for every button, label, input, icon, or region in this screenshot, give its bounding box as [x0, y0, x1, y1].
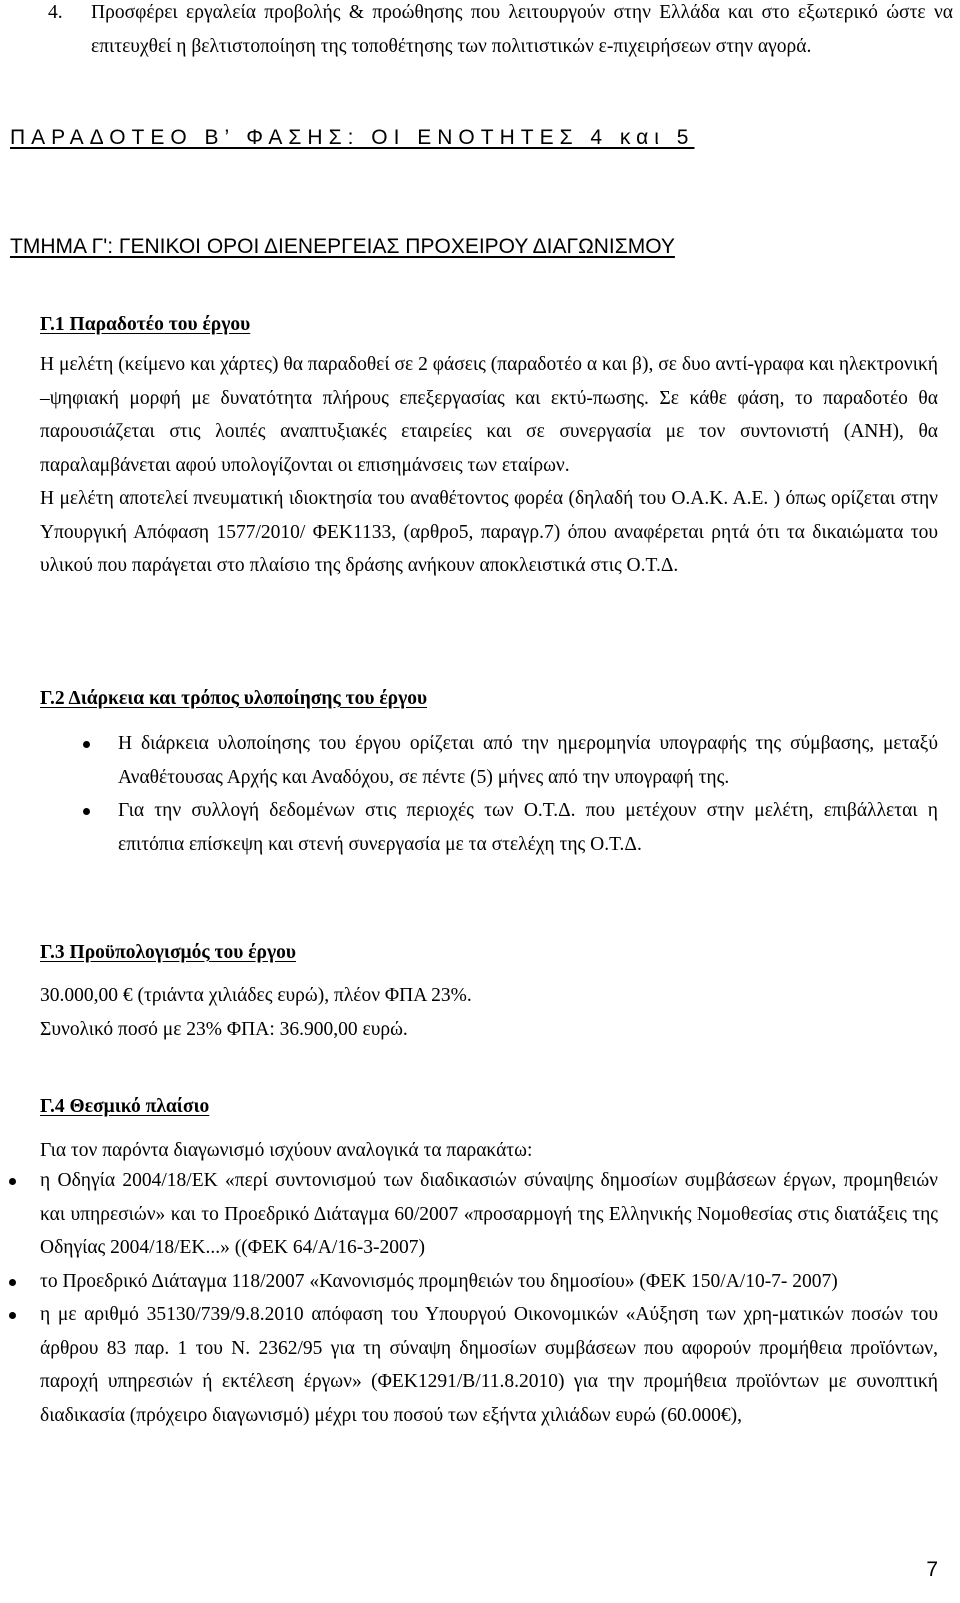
section-title: ΤΜΗΜΑ Γ': ΓΕΝΙΚΟΙ ΟΡΟΙ ΔΙΕΝΕΡΓΕΙΑΣ ΠΡΟΧΕΙΡΟΥ ΔΙΑΓΩΝΙΣΜΟΥ: [10, 235, 675, 258]
numbered-item-4: [48, 0, 953, 63]
list-item: το Προεδρικό Διάταγμα 118/2007 «Κανονισμός προμηθειών του δημοσίου» (ΦΕΚ 150/Α/10-7- 2007): [40, 1265, 938, 1299]
page-number: 7: [926, 1558, 938, 1581]
list-item: Για την συλλογή δεδομένων στις περιοχές των Ο.Τ.Δ. που μετέχουν στην μελέτη, επιβάλλεται η επιτόπια επίσκεψη και στενή συνεργασία με τα στελέχη της Ο.Τ.Δ.: [118, 794, 938, 861]
bullet-icon: [9, 1279, 16, 1286]
g2-bullet-list: [118, 727, 938, 861]
g4-intro: Για τον παρόντα διαγωνισμό ισχύουν αναλογικά τα παρακάτω:: [40, 1140, 533, 1161]
bullet-icon: [83, 808, 90, 815]
item-text: Προσφέρει εργαλεία προβολής & προώθησης που λειτουργούν στην Ελλάδα και στο εξωτερικό ώστε να επιτευχθεί η βελτιστοποίηση της τοποθέτησης των πολιτιστικών ε-πιχειρήσεων στην αγορά.: [91, 2, 953, 57]
bullet-icon: [83, 741, 90, 748]
g1-body: [40, 348, 938, 583]
heading-g2: Γ.2 Διάρκεια και τρόπος υλοποίησης του έργου: [40, 688, 428, 709]
bullet-icon: [9, 1312, 16, 1319]
budget-line-1: 30.000,00 € (τριάντα χιλιάδες ευρώ), πλέον ΦΠΑ 23%.: [40, 985, 472, 1006]
list-item: Η διάρκεια υλοποίησης του έργου ορίζεται από την ημερομηνία υπογραφής της σύμβασης, μεταξύ Αναθέτουσας Αρχής και Αναδόχου, σε πέντε (5) μήνες από την υπογραφή της.: [118, 727, 938, 794]
list-item: η Οδηγία 2004/18/ΕΚ «περί συντονισμού των διαδικασιών σύναψης δημοσίων συμβάσεων έργων, προμηθειών και υπηρεσιών» και το Προεδρικό Διάταγμα 60/2007 «προσαρμογή της Ελληνικής Νομοθεσίας στις διατάξεις της Οδηγίας 2004/18/ΕΚ...» ((ΦΕΚ 64/Α/16-3-2007): [40, 1164, 938, 1265]
heading-g3: Γ.3 Προϋπολογισμός του έργου: [40, 942, 296, 963]
item-number: 4.: [48, 2, 63, 23]
list-item: η με αριθμό 35130/739/9.8.2010 απόφαση του Υπουργού Οικονομικών «Αύξηση των χρη-ματικών ποσών του άρθρου 83 παρ. 1 του Ν. 2362/95 για τη σύναψη δημοσίων συμβάσεων που αφορούν προμήθεια προϊόντων, παροχή υπηρεσιών ή εκτέλεση έργων» (ΦΕΚ1291/Β/11.8.2010) για την προμήθεια προϊόντων με συνοπτική διαδικασία (πρόχειρο διαγωνισμό) μέχρι του ποσού των εξήντα χιλιάδων ευρώ (60.000€),: [40, 1298, 938, 1432]
g1-paragraph-1: Η μελέτη (κείμενο και χάρτες) θα παραδοθεί σε 2 φάσεις (παραδοτέο α και β), σε δυο αντί-γραφα και ηλεκτρονική –ψηφιακή μορφή με δυνατότητα πλήρους επεξεργασίας και εκτύ-πωσης. Σε κάθε φάση, το παραδοτέο θα παρουσιάζεται στις λοιπές αναπτυξιακές εταιρείες και σε συνεργασία με τον συντονιστή (ΑΝΗ), θα παραλαμβάνεται αφού υπολογίζονται οι επισημάνσεις των εταίρων.: [40, 354, 938, 476]
g1-paragraph-2: Η μελέτη αποτελεί πνευματική ιδιοκτησία του αναθέτοντος φορέα (δηλαδή του Ο.Α.Κ. Α.Ε. ) όπως ορίζεται στην Υπουργική Απόφαση 1577/2010/ ΦΕΚ1133, (αρθρο5, παραγρ.7) όπου αναφέρεται ρητά ότι τα δικαιώματα του υλικού που παράγεται στο πλαίσιο της δράσης ανήκουν αποκλειστικά στις Ο.Τ.Δ.: [40, 488, 938, 576]
budget-line-2: Συνολικό ποσό με 23% ΦΠΑ: 36.900,00 ευρώ.: [40, 1018, 408, 1040]
heading-g1: Γ.1 Παραδοτέο του έργου: [40, 314, 251, 335]
g3-budget: [40, 979, 938, 1046]
bullet-icon: [9, 1178, 16, 1185]
g4-bullet-list: [40, 1164, 938, 1432]
heading-g4: Γ.4 Θεσμικό πλαίσιο: [40, 1096, 210, 1117]
deliverable-phase-title: ΠΑΡΑΔΟΤΕΟ Β’ ΦΑΣΗΣ: ΟΙ ΕΝΟΤΗΤΕΣ 4 και 5: [10, 126, 695, 149]
